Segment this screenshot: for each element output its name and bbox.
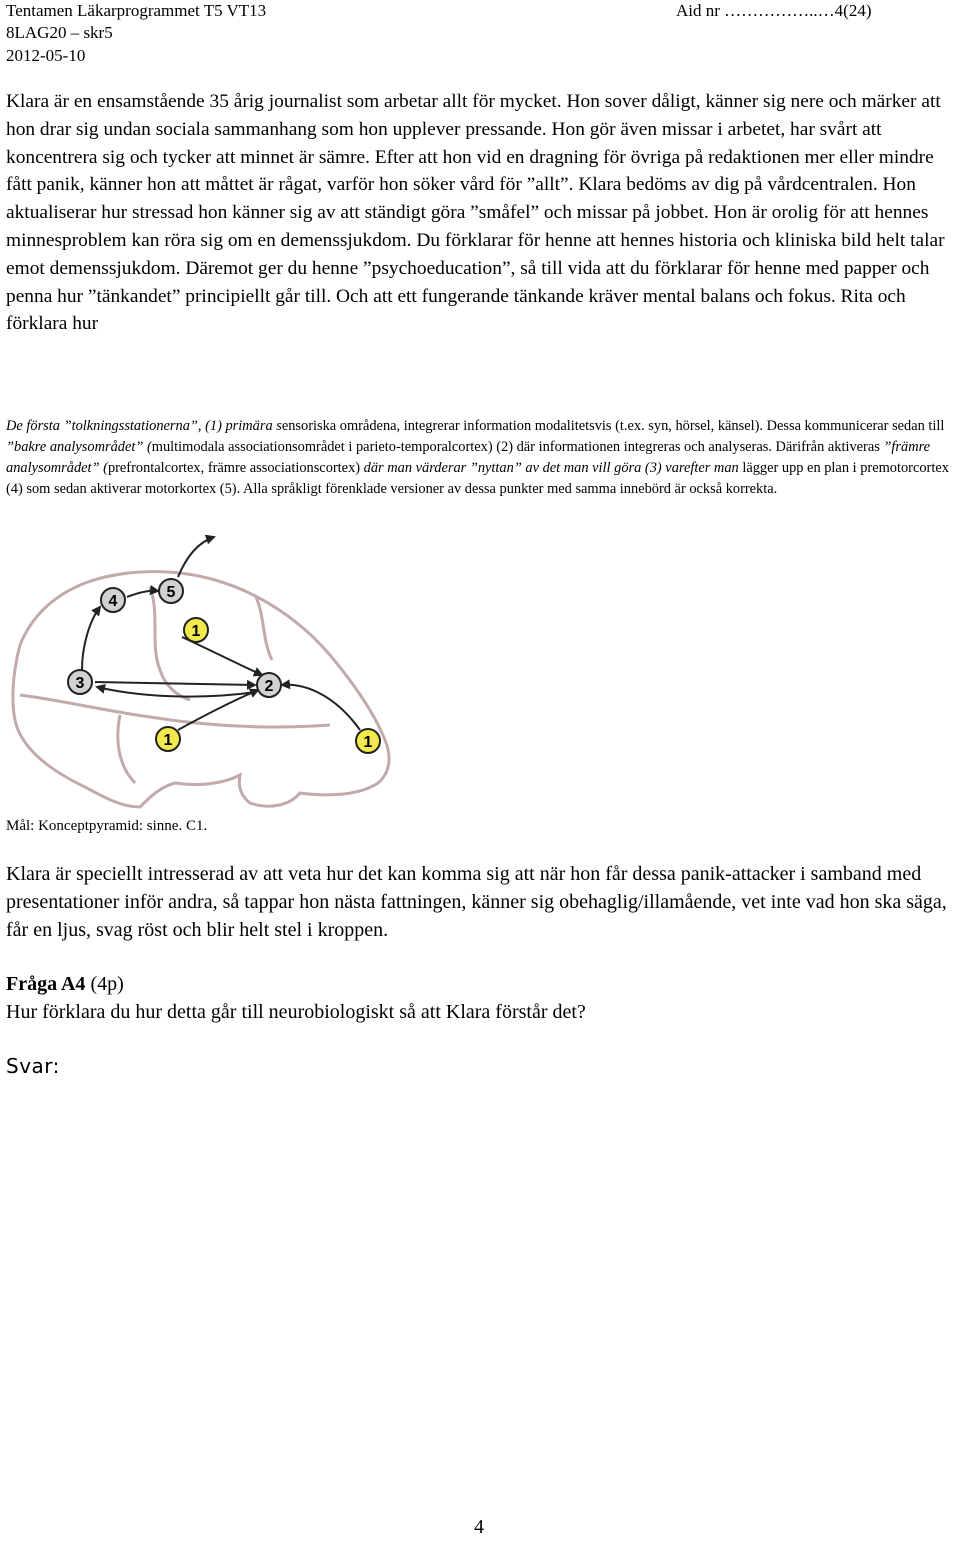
question-text: Hur förklara du hur detta går till neurobiologiskt så att Klara förstår det? <box>6 1001 586 1023</box>
answer-part-4: multimodala associationsområdet i parieto-temporalcortex) (2) där informationen integreras och analyseras. Därifrån aktiveras <box>151 439 884 455</box>
node-5-label: 5 <box>166 584 176 601</box>
node-2 <box>257 673 281 697</box>
answer-part-7: där man värderar ”nyttan” av det man vill göra (3) varefter man <box>363 460 739 476</box>
node-1-bottom-right-label: 1 <box>363 734 373 751</box>
arrow-5-out <box>178 537 214 577</box>
node-1-bottom-left-label: 1 <box>163 732 173 749</box>
answer-part-2: ensoriska områdena, integrerar information modalitetsvis (t.ex. syn, hörsel, känsel). Dessa kommunicerar sedan till <box>281 418 945 434</box>
arrow-3-to-4 <box>82 607 100 670</box>
page-number: 4 <box>474 1516 484 1538</box>
case-paragraph: Klara är en ensamstående 35 årig journalist som arbetar allt för mycket. Hon sover dåligt, känner sig nere och märker att hon drar sig undan sociala sammanhang som hon upplever pressande. Hon gör även missar i arbetet, har svårt att koncentrera sig och tycker att minnet är sämre. Efter att hon vid en dragning för övriga på redaktionen mer eller mindre fått panik, känner hon att måttet är rågat, varför hon söker vård för ”allt”. Klara bedöms av dig på vårdcentralen. Hon aktualiserar hur stressad hon känner sig av att ständigt göra ”småfel” och missar på jobbet. Hon är orolig för att hennes minnesproblem kan röra sig om en demenssjukdom. Du förklarar för henne att hennes historia och kliniska bild helt talar emot demenssjukdom. Däremot ger du henne ”psychoeducation”, så till vida att du förklarar för henne med papper och penna hur ”tänkandet” principiellt går till. Och att ett fungerande tänkande kräver mental balans och fokus. Rita och förklara hur <box>6 91 945 335</box>
model-answer <box>6 416 954 500</box>
question-heading <box>6 970 124 998</box>
question-label: Fråga A4 <box>6 973 86 995</box>
answer-part-5: ”främre analysområdet” ( <box>6 439 931 476</box>
sulcus-lateral <box>20 695 330 727</box>
arrow-1-right-to-2 <box>282 685 360 730</box>
sulcus-temporal <box>118 715 135 783</box>
node-3 <box>68 670 92 694</box>
node-1-top <box>184 618 208 642</box>
node-4-label: 4 <box>108 593 118 610</box>
case-paragraph-2: Klara är speciellt intresserad av att veta hur det kan komma sig att när hon får dessa panik-attacker i samband med presentationer inför andra, så tappar hon nästa fattningen, känner sig obehaglig/illamående, vet inte vad hon ska säga, får en ljus, svag röst och blir helt stel i kroppen. <box>6 863 947 941</box>
arrow-3-to-2 <box>95 682 255 685</box>
node-2-label: 2 <box>264 678 274 695</box>
node-1-bottom-left <box>156 727 180 751</box>
brain-diagram <box>0 525 410 815</box>
node-1-top-label: 1 <box>191 623 201 640</box>
answer-part-1: De första ”tolkningsstationerna”, (1) primära s <box>6 418 282 434</box>
aid-number: Aid nr ……………..…4(24) <box>676 1 872 20</box>
answer-part-3: ”bakre analysområdet” ( <box>6 439 152 455</box>
goal-line: Mål: Konceptpyramid: sinne. C1. <box>6 818 208 834</box>
node-4 <box>101 588 125 612</box>
question-points: (4p) <box>85 973 124 995</box>
node-1-bottom-right <box>356 729 380 753</box>
node-3-label: 3 <box>75 675 85 692</box>
exam-date: 2012-05-10 <box>6 46 86 65</box>
answer-part-6: prefrontalcortex, främre associationscortex) <box>107 460 364 476</box>
exam-title: Tentamen Läkarprogrammet T5 VT13 <box>6 1 267 20</box>
answer-label: Svar: <box>6 1054 60 1078</box>
course-code: 8LAG20 – skr5 <box>6 23 113 42</box>
answer-part-8: lägger upp en plan i premotorcortex (4) som sedan aktiverar motorkortex (5). Alla språkligt förenklade versioner av dessa punkter med samma innebörd är också korrekta. <box>6 460 949 497</box>
node-5 <box>159 579 183 603</box>
